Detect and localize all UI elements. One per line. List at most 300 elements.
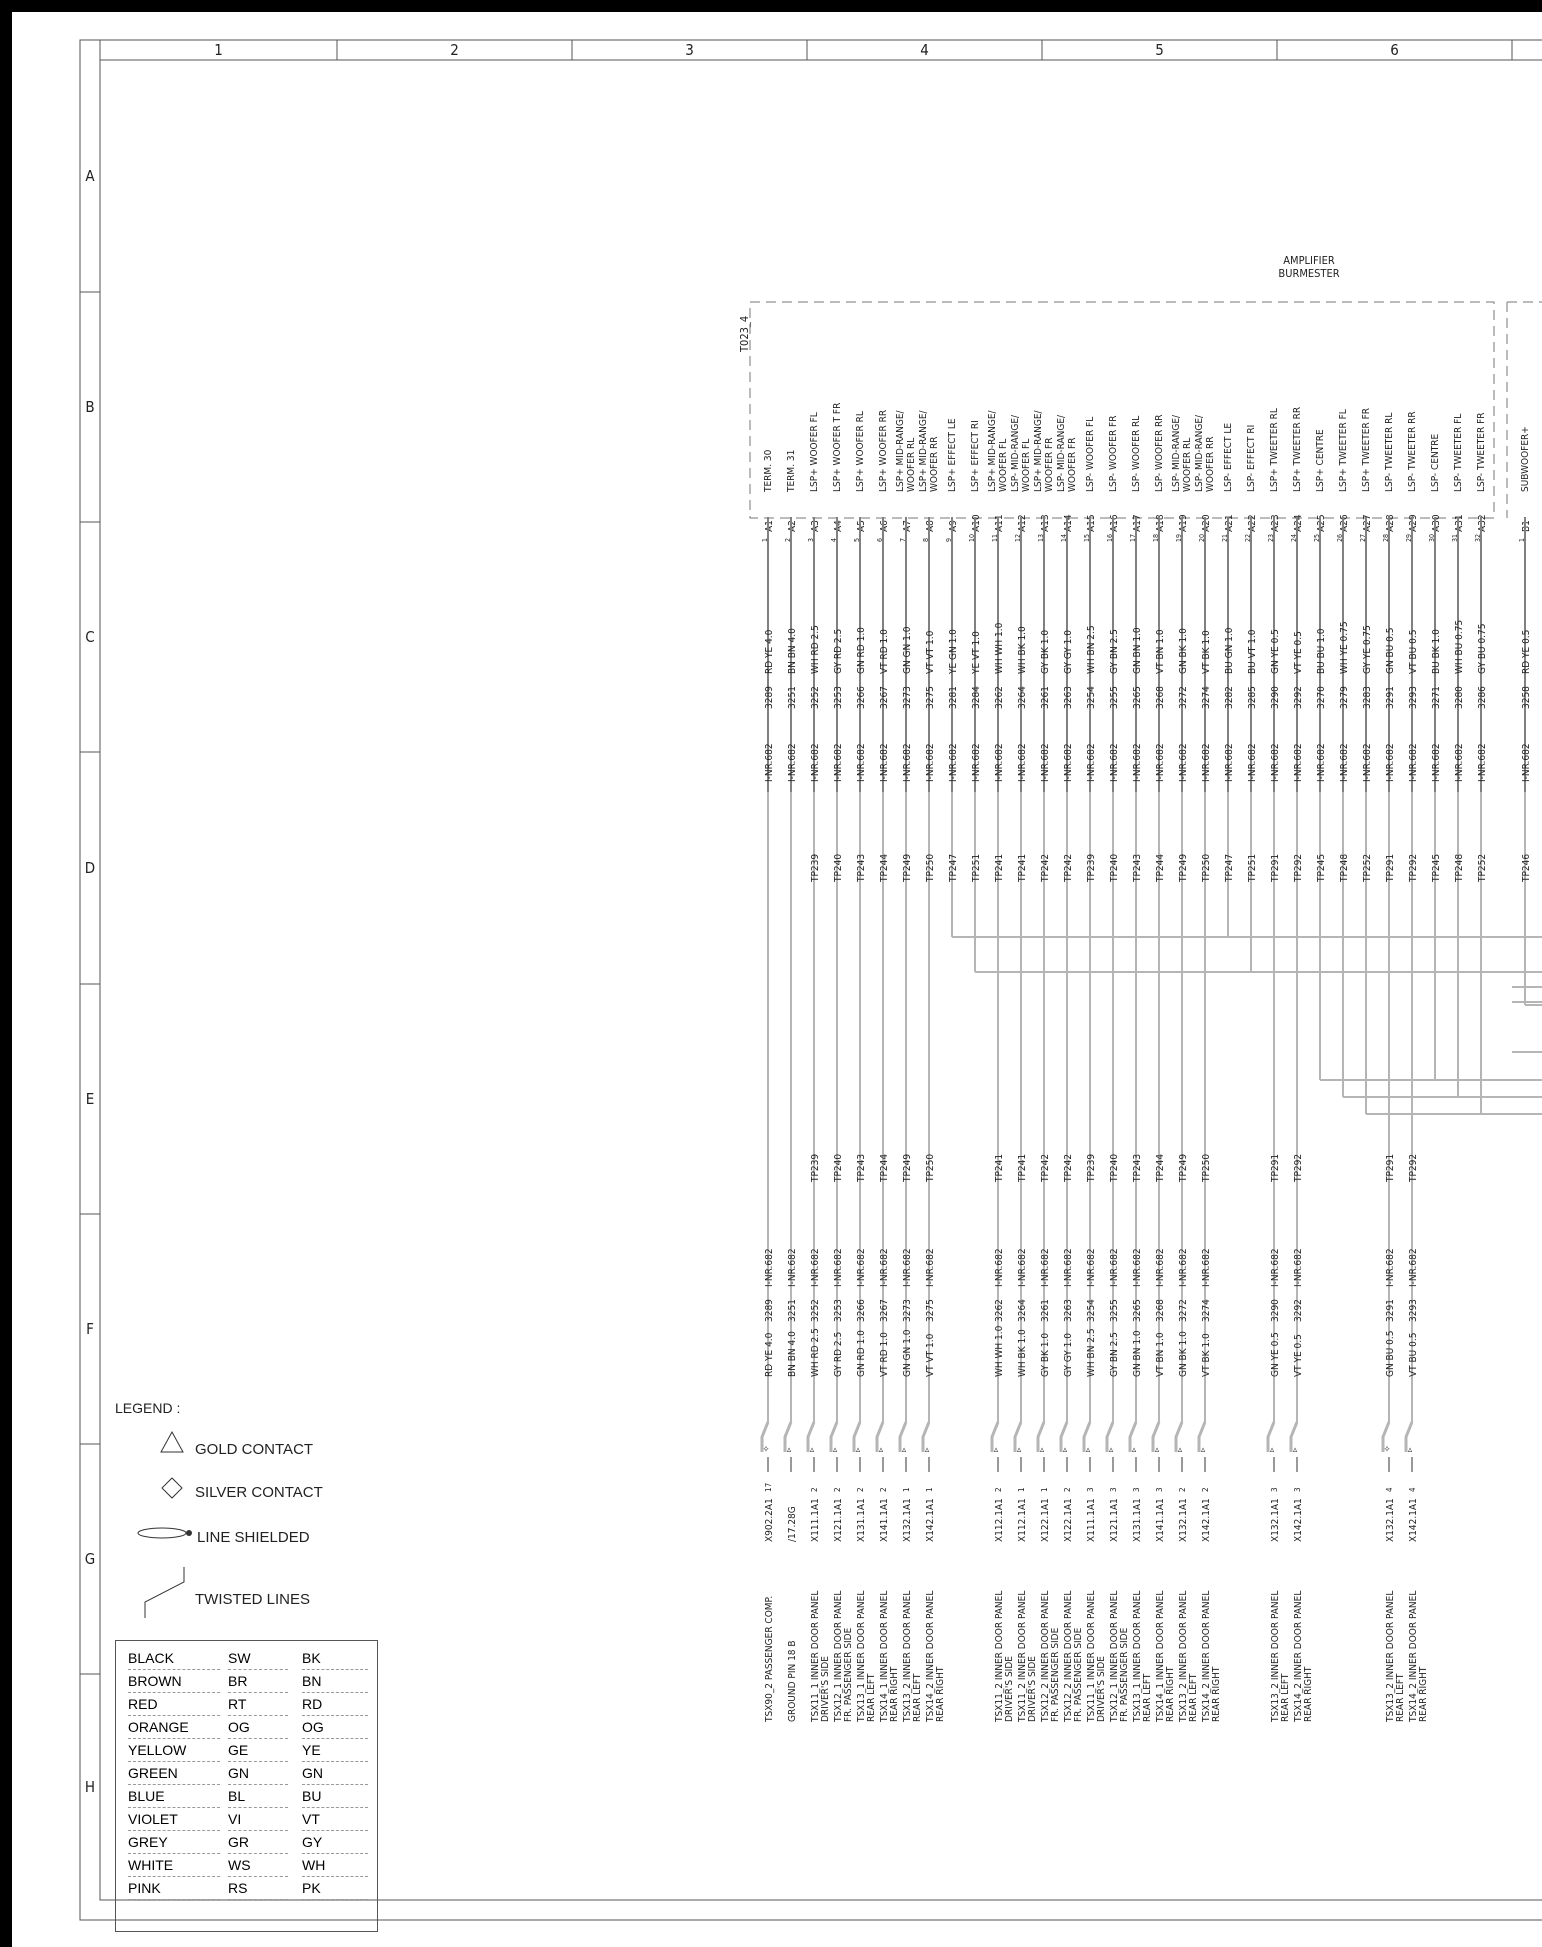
pin-a13-connector-side: FR. PASSENGER SIDE (1050, 1627, 1061, 1722)
pin-a20-harness-lower: I-NR.682 (1201, 1248, 1212, 1287)
pin-a6-label: A6 (879, 520, 890, 532)
pin-a7-wire-number: 3273 (902, 686, 913, 709)
component-ref: T023_4 (738, 315, 751, 352)
pin-a7-function: LSP+ MID-RANGE/ (895, 410, 906, 492)
pin-a24-tp: TP292 (1293, 853, 1304, 882)
wire-color-table (115, 1640, 378, 1932)
pin-a3-connector-pos: X111.1A1 (810, 1498, 821, 1542)
pin-a12-harness: I-NR.682 (1017, 743, 1028, 782)
pin-a29-function: LSP- TWEETER RR (1407, 411, 1418, 492)
component-name: AMPLIFIER (1283, 254, 1335, 267)
color-code-en: WH (302, 1854, 368, 1877)
pin-a26-label: A26 (1339, 514, 1350, 532)
pin-a8-tp: TP250 (925, 853, 936, 882)
pin-a19-connector-name: TSX13_2 INNER DOOR PANEL (1178, 1590, 1189, 1722)
row-label-A: A (85, 167, 95, 185)
pin-a23-connector-pin: 3 (1270, 1487, 1279, 1492)
pin-a19-label: A19 (1178, 514, 1189, 532)
pin-a28-tp-lower: TP291 (1385, 1153, 1396, 1182)
pin-a19-wire-number: 3272 (1178, 686, 1189, 709)
pin-a18-wire-color-lower: VT BN 1.0 (1155, 1332, 1166, 1377)
pin-a25-label: A25 (1316, 514, 1327, 532)
row-label-E: E (85, 1090, 95, 1108)
pin-a31-wire-number: 3280 (1454, 686, 1465, 709)
pin-a3-connector-name: TSX11_1 INNER DOOR PANEL (810, 1590, 821, 1722)
pin-a20-connector-pos: X142.1A1 (1201, 1498, 1212, 1542)
pin-a5-function: LSP+ WOOFER RL (855, 411, 866, 492)
pin-a5-connector-name: TSX13_1 INNER DOOR PANEL (856, 1590, 867, 1722)
pin-a30-function: LSP- CENTRE (1430, 433, 1441, 492)
pin-a4-tp: TP240 (833, 853, 844, 882)
pin-a7-connector-pos: X132.1A1 (902, 1498, 913, 1542)
pin-a23-connector-name: TSX13_2 INNER DOOR PANEL (1270, 1590, 1281, 1722)
pin-a12-contact-mark: ▵ (1016, 1445, 1022, 1455)
pin-a21-harness: I-NR.682 (1224, 743, 1235, 782)
pin-a20-tp: TP250 (1201, 853, 1212, 882)
pin-a19-wire-number-lower: 3272 (1178, 1299, 1189, 1322)
pin-a17-harness-lower: I-NR.682 (1132, 1248, 1143, 1287)
pin-a2-wire-color-lower: BN BN 4.0 (787, 1331, 798, 1377)
pin-a11-function-2: WOOFER FL (998, 438, 1009, 492)
pin-a2-connector-name: GROUND PIN 18 B (787, 1640, 798, 1722)
pin-a24-harness: I-NR.682 (1293, 743, 1304, 782)
twisted-lines-icon (145, 1567, 184, 1618)
pin-a15-harness: I-NR.682 (1086, 743, 1097, 782)
pin-a15-connector-pin: 3 (1086, 1487, 1095, 1492)
pin-a3-connector-pin: 2 (810, 1487, 819, 1492)
pin-a1-wire-number-lower: 3289 (764, 1299, 775, 1322)
color-code-en: YE (302, 1739, 368, 1762)
pin-a13-connector-pos: X122.1A1 (1040, 1498, 1051, 1542)
pin-a19-connector-pos: X132.1A1 (1178, 1498, 1189, 1542)
pin-a15-wire-color: WH BN 2.5 (1086, 625, 1097, 674)
pin-a13-wire-number: 3261 (1040, 686, 1051, 709)
pin-a14-harness-lower: I-NR.682 (1063, 1248, 1074, 1287)
pin-a28-connector-side: REAR LEFT (1395, 1673, 1406, 1722)
pin-a10-wire-number: 3284 (971, 686, 982, 709)
pin-a11-wire-color-lower: WH WH 1.0 (994, 1325, 1005, 1377)
pin-a19-index: 19 (1175, 533, 1183, 542)
pin-a22-wire-color: BU VT 1.0 (1247, 629, 1258, 674)
pin-a12-connector-side: DRIVER'S SIDE (1027, 1656, 1038, 1722)
pin-a32-tp: TP252 (1477, 853, 1488, 882)
pin-a24-harness-lower: I-NR.682 (1293, 1248, 1304, 1287)
pin-a5-connector-pos: X131.1A1 (856, 1498, 867, 1542)
pin-a13-contact-mark: ▵ (1039, 1445, 1045, 1455)
shielded-line-dot-icon (186, 1530, 192, 1536)
pin-a29-harness: I-NR.682 (1408, 743, 1419, 782)
pin-a3-contact-mark: ▵ (809, 1445, 815, 1455)
pin-a20-wire-number-lower: 3274 (1201, 1299, 1212, 1322)
row-label-H: H (84, 1778, 96, 1796)
pin-a18-label: A18 (1155, 514, 1166, 532)
pin-a14-wire-color-lower: GY GY 1.0 (1063, 1333, 1074, 1377)
pin-a6-harness-lower: I-NR.682 (879, 1248, 890, 1287)
color-code-en: BU (302, 1785, 368, 1808)
pin-a28-connector-pin: 4 (1385, 1487, 1394, 1492)
pin-a10-tp: TP251 (971, 853, 982, 882)
pin-a13-index: 13 (1037, 533, 1045, 542)
pin-a5-label: A5 (856, 520, 867, 532)
pin-a19-wire-color: GN BK 1.0 (1178, 628, 1189, 674)
pin-a29-wire-number: 3293 (1408, 686, 1419, 709)
pin-a12-harness-lower: I-NR.682 (1017, 1248, 1028, 1287)
pin-a3-wire-number-lower: 3252 (810, 1299, 821, 1322)
pin-a7-harness: I-NR.682 (902, 743, 913, 782)
pin-a24-tp-lower: TP292 (1293, 1153, 1304, 1182)
pin-a14-wire-color: GY GY 1.0 (1063, 630, 1074, 674)
schematic-sheet (12, 12, 1542, 1947)
color-name: BLACK (128, 1647, 220, 1670)
pin-a3-wire-color-lower: WH RD 2.5 (810, 1328, 821, 1377)
pin-a12-wire-color: WH BK 1.0 (1017, 626, 1028, 674)
pin-a29-wire-color: VT BU 0.5 (1408, 629, 1419, 674)
column-label-2: 2 (450, 41, 459, 59)
pin-a16-wire-number: 3255 (1109, 686, 1120, 709)
pin-a12-index: 12 (1014, 533, 1022, 542)
pin-a19-connector-side: REAR LEFT (1188, 1673, 1199, 1722)
pin-a29-contact-mark: ▵ (1407, 1445, 1413, 1455)
pin-a20-wire-color-lower: VT BK 1.0 (1201, 1333, 1212, 1377)
pin-a4-connector-pos: X121.1A1 (833, 1498, 844, 1542)
pin-a14-tp: TP242 (1063, 853, 1074, 882)
silver-contact-icon (162, 1478, 182, 1498)
pin-a16-harness: I-NR.682 (1109, 743, 1120, 782)
pin-a7-tp: TP249 (902, 853, 913, 882)
pin-a8-function: LSP+ MID-RANGE/ (918, 410, 929, 492)
pin-a17-index: 17 (1129, 533, 1137, 542)
pin-a14-label: A14 (1063, 514, 1074, 532)
pin-a9-function: LSP+ EFFECT LE (947, 418, 958, 492)
pin-a13-function: LSP+ MID-RANGE/ (1033, 410, 1044, 492)
pin-a18-tp-lower: TP244 (1155, 1153, 1166, 1182)
pin-a17-harness: I-NR.682 (1132, 743, 1143, 782)
pin-a8-wire-number: 3275 (925, 686, 936, 709)
color-name: PINK (128, 1877, 220, 1900)
color-row-grey (116, 1831, 377, 1854)
pin-a8-label: A8 (925, 520, 936, 532)
pin-a28-connector-name: TSX13_2 INNER DOOR PANEL (1385, 1590, 1396, 1722)
pin-a24-wire-number-lower: 3292 (1293, 1299, 1304, 1322)
pin-a31-harness: I-NR.682 (1454, 743, 1465, 782)
pin-a2-harness: I-NR.682 (787, 743, 798, 782)
pin-a4-wire-number-lower: 3253 (833, 1299, 844, 1322)
color-name: YELLOW (128, 1739, 220, 1762)
pin-a14-connector-pos: X122.1A1 (1063, 1498, 1074, 1542)
pin-a30-wire-color: BU BK 1.0 (1431, 629, 1442, 674)
pin-b1-tp: TP246 (1521, 853, 1532, 882)
pin-a16-harness-lower: I-NR.682 (1109, 1248, 1120, 1287)
color-code-en: OG (302, 1716, 368, 1739)
pin-a8-wire-color-lower: VT VT 1.0 (925, 1333, 936, 1377)
color-code-en: VT (302, 1808, 368, 1831)
pin-a30-harness: I-NR.682 (1431, 743, 1442, 782)
pin-b1-wire-number: 3258 (1521, 686, 1532, 709)
pin-a12-wire-number-lower: 3264 (1017, 1299, 1028, 1322)
pin-a11-connector-name: TSX11_2 INNER DOOR PANEL (994, 1590, 1005, 1722)
pin-a11-tp-lower: TP241 (994, 1153, 1005, 1182)
pin-a15-wire-number: 3254 (1086, 686, 1097, 709)
pin-a26-tp: TP248 (1339, 853, 1350, 882)
pin-a7-connector-side: REAR LEFT (912, 1673, 923, 1722)
column-label-6: 6 (1390, 41, 1399, 59)
pin-a3-tp: TP239 (810, 853, 821, 882)
pin-a9-wire-color: YE GN 1.0 (948, 629, 959, 674)
pin-a17-tp-lower: TP243 (1132, 1153, 1143, 1182)
pin-b1-harness: I-NR.682 (1521, 743, 1532, 782)
color-name: GREEN (128, 1762, 220, 1785)
row-label-F: F (86, 1320, 94, 1338)
pin-a12-connector-name: TSX11_2 INNER DOOR PANEL (1017, 1590, 1028, 1722)
pin-a9-label: A9 (948, 520, 959, 532)
pin-a23-function: LSP+ TWEETER RL (1269, 408, 1280, 492)
pin-b1-function: SUBWOOFER+ (1520, 426, 1531, 492)
color-code-de: GE (228, 1739, 288, 1762)
pin-a27-index: 27 (1359, 533, 1367, 542)
pin-a23-wire-number-lower: 3290 (1270, 1299, 1281, 1322)
pin-a25-function: LSP+ CENTRE (1315, 429, 1326, 492)
color-code-en: PK (302, 1877, 368, 1900)
pin-a11-label: A11 (994, 514, 1005, 532)
pin-a29-tp-lower: TP292 (1408, 1153, 1419, 1182)
pin-a29-connector-pin: 4 (1408, 1487, 1417, 1492)
pin-a6-connector-pin: 2 (879, 1487, 888, 1492)
pin-a6-index: 6 (876, 537, 884, 542)
color-row-red (116, 1693, 377, 1716)
pin-a20-connector-pin: 2 (1201, 1487, 1210, 1492)
pin-a19-contact-mark: ▵ (1177, 1445, 1183, 1455)
pin-a15-wire-number-lower: 3254 (1086, 1299, 1097, 1322)
pin-a13-connector-name: TSX12_2 INNER DOOR PANEL (1040, 1590, 1051, 1722)
pin-a11-function: LSP+ MID-RANGE/ (987, 410, 998, 492)
pin-a18-connector-pos: X141.1A1 (1155, 1498, 1166, 1542)
pin-a28-wire-color-lower: GN BU 0.5 (1385, 1330, 1396, 1377)
color-code-de: BL (228, 1785, 288, 1808)
pin-a17-connector-pos: X131.1A1 (1132, 1498, 1143, 1542)
pin-a26-wire-color: WH YE 0.75 (1339, 621, 1350, 674)
pin-a29-connector-side: REAR RIGHT (1418, 1666, 1429, 1722)
pin-a21-wire-number: 3282 (1224, 686, 1235, 709)
pin-b1-label: B1 (1521, 520, 1532, 532)
pin-a32-index: 32 (1474, 533, 1482, 542)
pin-a6-wire-color-lower: VT RD 1.0 (879, 1332, 890, 1377)
pin-a14-index: 14 (1060, 533, 1068, 542)
pin-a3-connector-side: DRIVER'S SIDE (820, 1656, 831, 1722)
pin-a2-wire-number-lower: 3251 (787, 1299, 798, 1322)
pin-a23-label: A23 (1270, 514, 1281, 532)
pin-a4-connector-pin: 2 (833, 1487, 842, 1492)
pin-a23-harness: I-NR.682 (1270, 743, 1281, 782)
pin-a11-connector-side: DRIVER'S SIDE (1004, 1656, 1015, 1722)
pin-a18-function: LSP- WOOFER RR (1154, 414, 1165, 492)
pin-a6-wire-number-lower: 3267 (879, 1299, 890, 1322)
color-code-de: RS (228, 1877, 288, 1900)
pin-a27-function: LSP+ TWEETER FR (1361, 407, 1372, 492)
pin-a17-function: LSP- WOOFER RL (1131, 415, 1142, 492)
pin-b1-wire-color: RD YE 0.5 (1521, 629, 1532, 674)
pin-a12-label: A12 (1017, 514, 1028, 532)
pin-a16-wire-color: GY BN 2.5 (1109, 629, 1120, 674)
pin-a30-tp: TP245 (1431, 853, 1442, 882)
pin-a31-wire-color: WH BU 0.75 (1454, 619, 1465, 674)
pin-a28-index: 28 (1382, 533, 1390, 542)
pin-a9-index: 9 (945, 537, 953, 542)
pin-a32-wire-color: GY BU 0.75 (1477, 623, 1488, 674)
pin-a4-function: LSP+ WOOFER T FR (832, 402, 843, 492)
pin-a27-harness: I-NR.682 (1362, 743, 1373, 782)
pin-a6-wire-number: 3267 (879, 686, 890, 709)
legend-title: LEGEND : (115, 1400, 181, 1416)
pin-a28-contact-mark: ✧ (1383, 1445, 1391, 1455)
color-name: GREY (128, 1831, 220, 1854)
pin-a9-harness: I-NR.682 (948, 743, 959, 782)
pin-a28-label: A28 (1385, 514, 1396, 532)
component-brand: BURMESTER (1278, 267, 1340, 280)
pin-a26-index: 26 (1336, 533, 1344, 542)
pin-a17-label: A17 (1132, 514, 1143, 532)
pin-a24-wire-color: VT YE 0.5 (1293, 631, 1304, 674)
pin-a25-wire-color: BU BU 1.0 (1316, 628, 1327, 674)
pin-a31-function: LSP- TWEETER FL (1453, 413, 1464, 492)
pin-a11-connector-pos: X112.1A1 (994, 1498, 1005, 1542)
pin-a18-tp: TP244 (1155, 853, 1166, 882)
color-code-de: GR (228, 1831, 288, 1854)
pin-a7-contact-mark: ▵ (901, 1445, 907, 1455)
legend-line-shielded: LINE SHIELDED (197, 1529, 310, 1546)
pin-a8-function-2: WOOFER RR (929, 436, 940, 492)
row-label-C: C (85, 628, 95, 646)
pin-a28-connector-pos: X132.1A1 (1385, 1498, 1396, 1542)
pin-a13-connector-pin: 1 (1040, 1487, 1049, 1492)
legend-gold-contact: GOLD CONTACT (195, 1441, 314, 1458)
pin-a29-harness-lower: I-NR.682 (1408, 1248, 1419, 1287)
inner-frame (100, 60, 1542, 1900)
pin-a21-function: LSP- EFFECT LE (1223, 422, 1234, 492)
pin-a29-connector-pos: X142.1A1 (1408, 1498, 1419, 1542)
pin-a24-label: A24 (1293, 514, 1304, 532)
pin-a2-wire-color: BN BN 4.0 (787, 628, 798, 674)
pin-a18-wire-number: 3268 (1155, 686, 1166, 709)
pin-a12-connector-pos: X112.1A1 (1017, 1498, 1028, 1542)
pin-a13-label: A13 (1040, 514, 1051, 532)
pin-a3-tp-lower: TP239 (810, 1153, 821, 1182)
pin-a4-harness: I-NR.682 (833, 743, 844, 782)
pin-a7-wire-color-lower: GN GN 1.0 (902, 1329, 913, 1377)
pin-a22-harness: I-NR.682 (1247, 743, 1258, 782)
pin-a23-connector-side: REAR LEFT (1280, 1673, 1291, 1722)
pin-a1-label: A1 (764, 520, 775, 532)
color-name: WHITE (128, 1854, 220, 1877)
pin-a16-connector-pos: X121.1A1 (1109, 1498, 1120, 1542)
pin-a32-wire-number: 3286 (1477, 686, 1488, 709)
pin-a4-index: 4 (830, 537, 838, 542)
pin-a17-wire-color: GN BN 1.0 (1132, 627, 1143, 674)
pin-a5-contact-mark: ▵ (855, 1445, 861, 1455)
pin-a21-wire-color: BU GN 1.0 (1224, 627, 1235, 674)
pin-a15-wire-color-lower: WH BN 2.5 (1086, 1328, 1097, 1377)
pin-a18-index: 18 (1152, 533, 1160, 542)
pin-a20-index: 20 (1198, 533, 1206, 542)
pin-a2-index: 2 (784, 537, 792, 542)
pin-a23-wire-number: 3290 (1270, 686, 1281, 709)
pin-a11-harness-lower: I-NR.682 (994, 1248, 1005, 1287)
pin-a5-wire-color: GN RD 1.0 (856, 627, 867, 674)
pin-a19-tp: TP249 (1178, 853, 1189, 882)
pin-a16-function: LSP- WOOFER FR (1108, 415, 1119, 492)
pin-a19-function: LSP- MID-RANGE/ (1171, 414, 1182, 492)
pin-a5-harness: I-NR.682 (856, 743, 867, 782)
pin-a11-wire-number-lower: 3262 (994, 1299, 1005, 1322)
pin-a5-tp-lower: TP243 (856, 1153, 867, 1182)
pin-a8-tp-lower: TP250 (925, 1153, 936, 1182)
color-code-de: SW (228, 1647, 288, 1670)
pin-a28-wire-number-lower: 3291 (1385, 1299, 1396, 1322)
pin-a11-wire-number: 3262 (994, 686, 1005, 709)
pin-a1-function: TERM. 30 (763, 449, 774, 492)
pin-a6-connector-name: TSX14_1 INNER DOOR PANEL (879, 1590, 890, 1722)
pin-a12-tp: TP241 (1017, 853, 1028, 882)
pin-a1-connector-name: TSX90_2 PASSENGER COMP. (764, 1595, 775, 1722)
pin-a17-tp: TP243 (1132, 853, 1143, 882)
pin-a18-wire-color: VT BN 1.0 (1155, 629, 1166, 674)
pin-a1-contact-mark: ✧ (762, 1445, 770, 1455)
pin-a23-connector-pos: X132.1A1 (1270, 1498, 1281, 1542)
pin-a12-function-2: WOOFER FL (1021, 438, 1032, 492)
pin-a29-connector-name: TSX14_2 INNER DOOR PANEL (1408, 1590, 1419, 1722)
pin-a20-connector-name: TSX14_2 INNER DOOR PANEL (1201, 1590, 1212, 1722)
color-row-white (116, 1854, 377, 1877)
pin-a1-wire-color: RD YE 4.0 (764, 629, 775, 674)
pin-a20-connector-side: REAR RIGHT (1211, 1666, 1222, 1722)
pin-a15-connector-name: TSX11_1 INNER DOOR PANEL (1086, 1590, 1097, 1722)
color-code-en: RD (302, 1693, 368, 1716)
pin-a3-harness-lower: I-NR.682 (810, 1248, 821, 1287)
pin-a2-contact-mark: ▵ (786, 1445, 792, 1455)
pin-a17-contact-mark: ▵ (1131, 1445, 1137, 1455)
shielded-line-icon (138, 1528, 186, 1538)
pin-a13-wire-color-lower: GY BK 1.0 (1040, 1332, 1051, 1377)
pin-a6-wire-color: VT RD 1.0 (879, 629, 890, 674)
color-row-black (116, 1647, 377, 1670)
pin-a6-connector-pos: X141.1A1 (879, 1498, 890, 1542)
pin-a19-tp-lower: TP249 (1178, 1153, 1189, 1182)
pin-a9-wire-number: 3281 (948, 686, 959, 709)
pin-a15-connector-side: DRIVER'S SIDE (1096, 1656, 1107, 1722)
pin-a12-wire-number: 3264 (1017, 686, 1028, 709)
pin-a17-connector-name: TSX13_1 INNER DOOR PANEL (1132, 1590, 1143, 1722)
pin-a8-harness: I-NR.682 (925, 743, 936, 782)
pin-a18-connector-name: TSX14_1 INNER DOOR PANEL (1155, 1590, 1166, 1722)
legend-twisted-lines: TWISTED LINES (195, 1591, 311, 1608)
pin-a4-contact-mark: ▵ (832, 1445, 838, 1455)
pin-a16-contact-mark: ▵ (1108, 1445, 1114, 1455)
pin-a5-index: 5 (853, 537, 861, 542)
pin-a16-tp: TP240 (1109, 853, 1120, 882)
pin-a31-tp: TP248 (1454, 853, 1465, 882)
pin-a1-wire-number: 3289 (764, 686, 775, 709)
pin-a23-tp: TP291 (1270, 853, 1281, 882)
pin-a28-harness: I-NR.682 (1385, 743, 1396, 782)
pin-a22-index: 22 (1244, 533, 1252, 542)
pin-a20-harness: I-NR.682 (1201, 743, 1212, 782)
color-code-de: RT (228, 1693, 288, 1716)
pin-a27-tp: TP252 (1362, 853, 1373, 882)
pin-a25-index: 25 (1313, 533, 1321, 542)
pin-a3-wire-number: 3252 (810, 686, 821, 709)
pin-a24-connector-pin: 3 (1293, 1487, 1302, 1492)
legend-silver-contact: SILVER CONTACT (195, 1484, 323, 1501)
pin-a30-label: A30 (1431, 514, 1442, 532)
